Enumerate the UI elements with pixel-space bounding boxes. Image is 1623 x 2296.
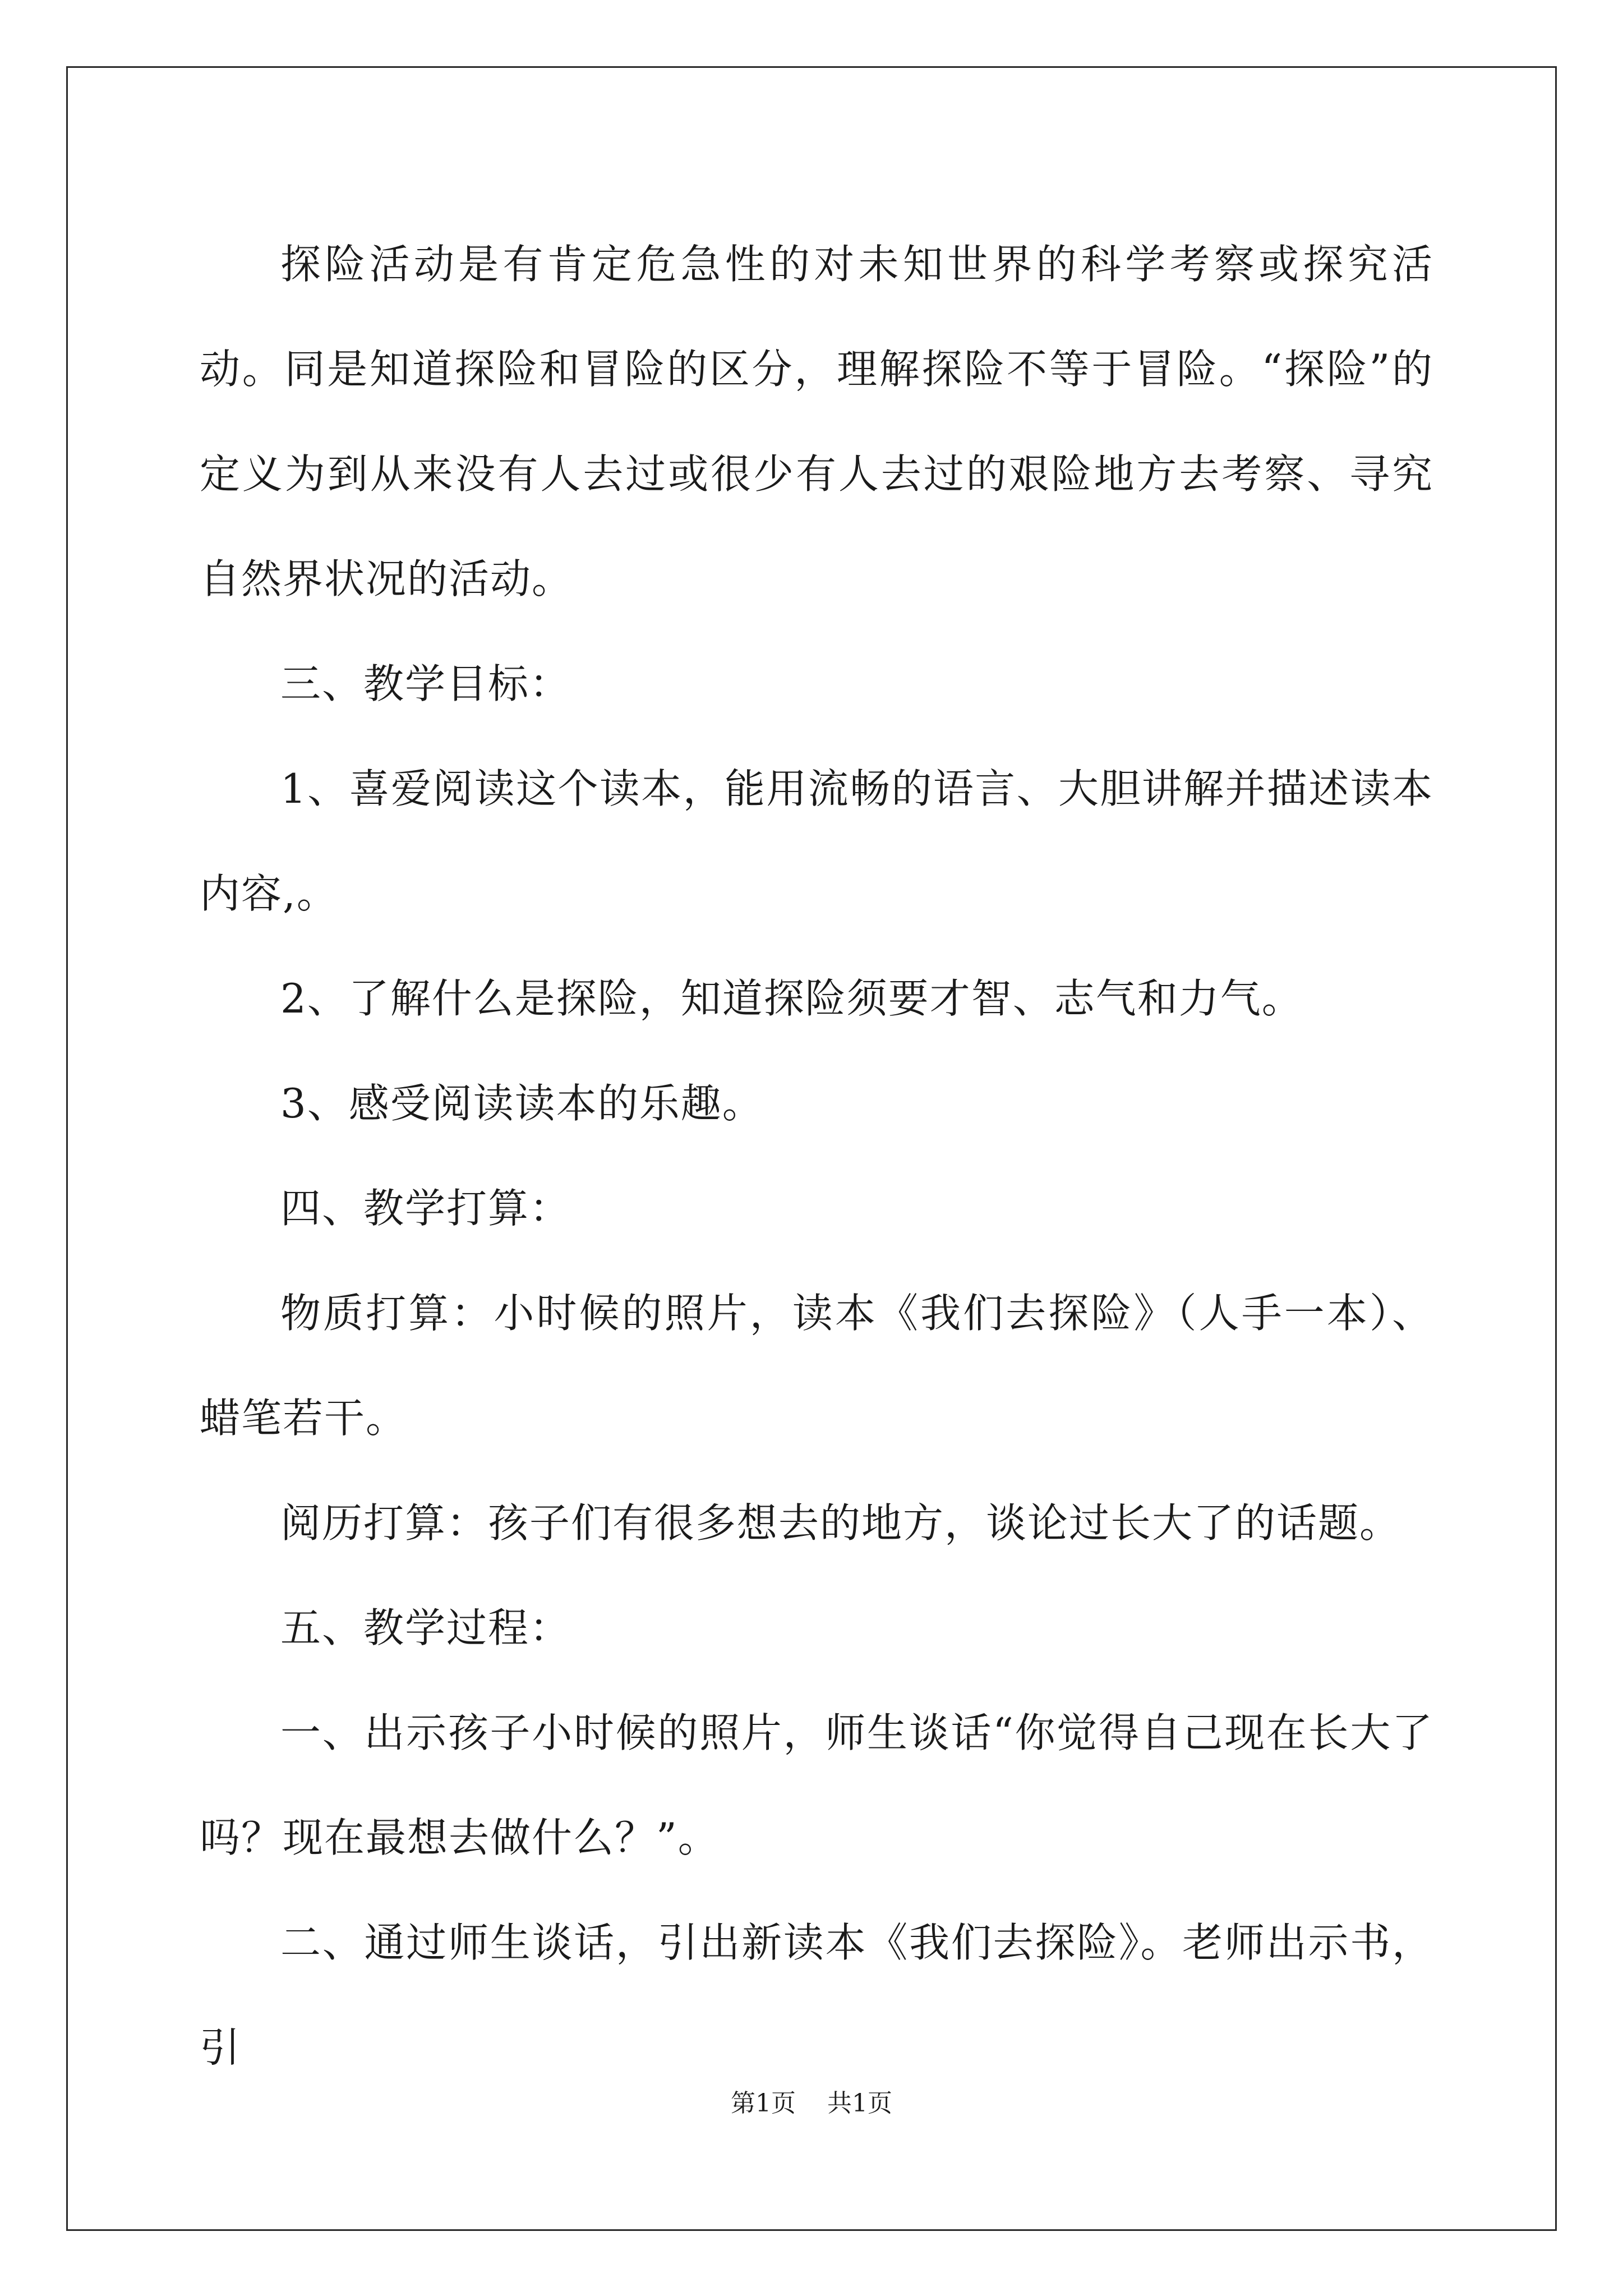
- document-body: [200, 212, 1433, 2100]
- goal-item-3: 3、感受阅读读本的乐趣。: [280, 1080, 764, 1127]
- heading-teaching-goals: 三、教学目标：: [280, 660, 571, 707]
- heading-teaching-process: 五、教学过程：: [280, 1604, 571, 1651]
- process-step-1: 一、出示孩子小时候的照片，师生谈话“你觉得自己现在长大了吗？现在最想去做什么？”。: [200, 1709, 1433, 1861]
- page-number-current: 第1页: [731, 2089, 796, 2118]
- page-number-total: 共1页: [827, 2089, 892, 2118]
- page-footer: [0, 2087, 1623, 2120]
- heading-teaching-preparation: 四、教学打算：: [280, 1185, 571, 1232]
- preparation-materials: 物质打算：小时候的照片，读本《我们去探险》（人手一本）、蜡笔若干。: [200, 1290, 1433, 1442]
- process-step-2: 二、通过师生谈话，引出新读本《我们去探险》。老师出示书，引: [200, 1919, 1433, 2071]
- goal-item-1: 1、喜爱阅读这个读本，能用流畅的语言、大胆讲解并描述读本内容,。: [200, 765, 1433, 917]
- paragraph-intro: 探险活动是有肯定危急性的对未知世界的科学考察或探究活动。同是知道探险和冒险的区分，理解探险不等于冒险。“探险”的定义为到从来没有人去过或很少有人去过的艰险地方去考察、寻究自然界状况的活动。: [200, 241, 1433, 602]
- goal-item-2: 2、了解什么是探险，知道探险须要才智、志气和力气。: [280, 975, 1303, 1022]
- preparation-experience: 阅历打算：孩子们有很多想去的地方，谈论过长大了的话题。: [280, 1499, 1401, 1547]
